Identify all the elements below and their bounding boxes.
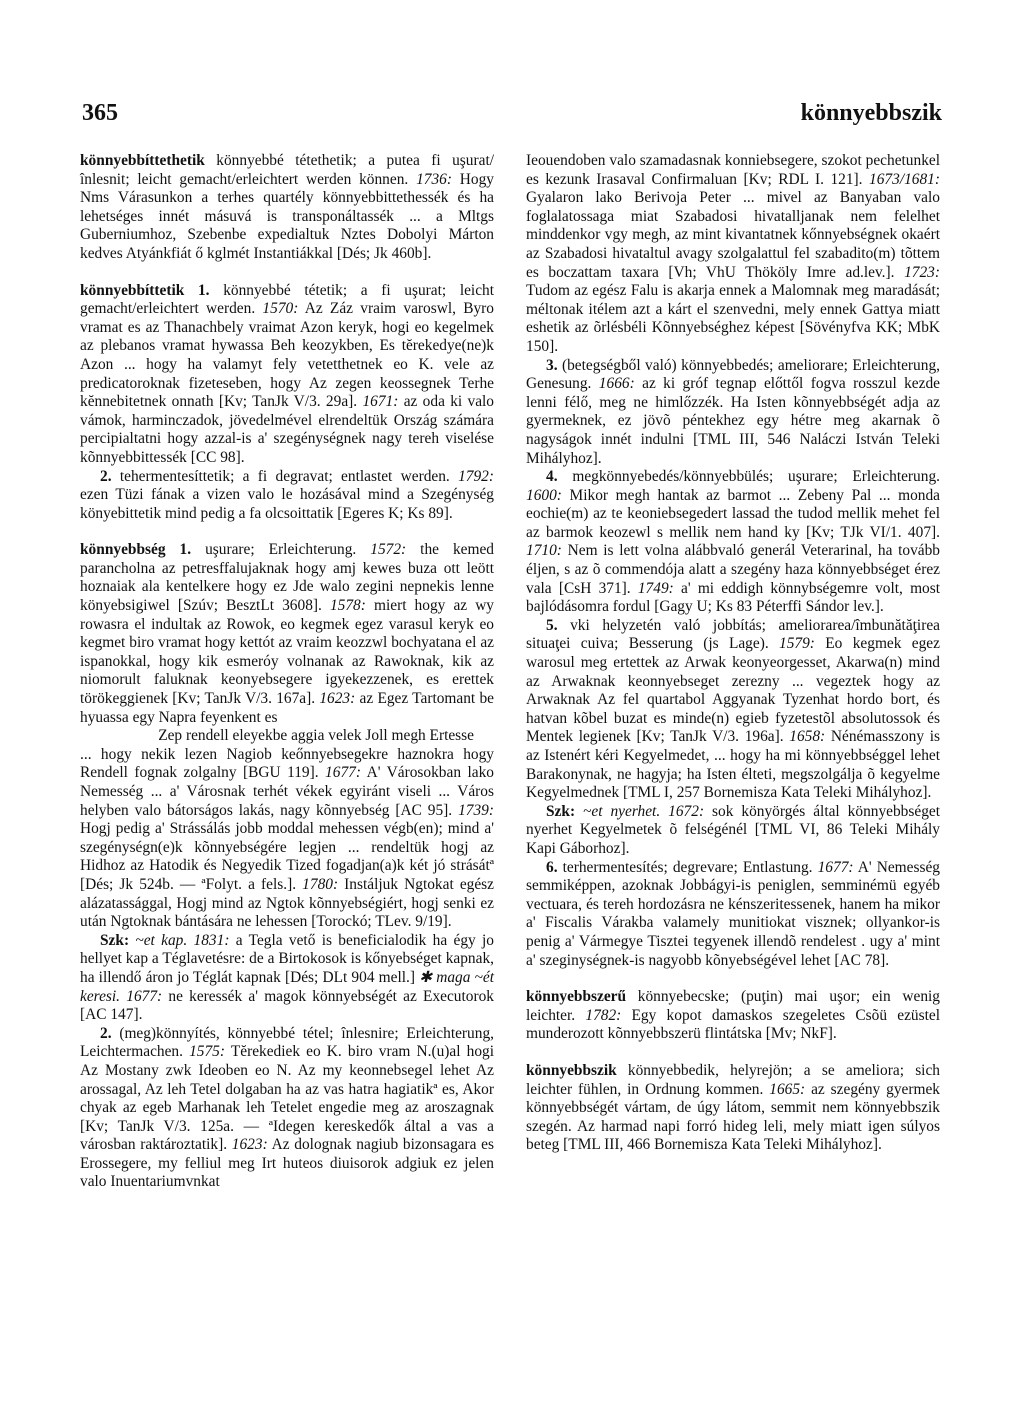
citation-text: sok könyörgés által könnyebbséget nyerhet Kegyelmetek õ felségénél [TML VI, 86 Teleki Mihály Kapi Gáborhoz]. (526, 802, 940, 857)
headword: könnyebbség (80, 541, 166, 559)
citation-text: a' mi eddigh könnybségemre volt, most bajlódásomra fordul [Gagy U; Ks 83 Péterffi Sándor lev.]. (526, 579, 941, 616)
sense-6 (526, 859, 940, 971)
star-phrase: ✱ maga ~ét keresi. (80, 968, 494, 1005)
sense-2 (80, 1025, 494, 1192)
sense-gloss: könnyebecske; (puţin) mai uşor; ein wenig leichter. (526, 988, 940, 1024)
citation-text: Nénémasszony is az Istenért kéri Kegyelmedet, ... hogy ha mi könnyebbséggel lehet Barakonynak, ne hagyja; ha Isten élteti, megszolgálja õ kegyelme Kegyelmednek [TML I, 257 Bornemisza Kata Teleki Mihályhoz]. (526, 728, 940, 802)
sense-gloss: (meg)könnyítés, könnyebbé tétel; înlesnire; Erleichterung, Leichtermachen. (80, 1024, 494, 1061)
citation-year: 1677: (325, 764, 361, 782)
citation-year: 1665: (769, 1080, 806, 1098)
sense-gloss: könnyebbé tétethetik; a putea fi uşurat/înlesnit; leicht gemacht/erleichtert werden können. (80, 152, 494, 188)
citation-text: Hogj pedig a' Strássálás jobb moddal mehessen végb(en); mind a' szegénységn(e)k kõnnyebségére legjen ... rendeltük hogj az Hidhoz az Hatodik és Negyedik Tized fogadjan(a)k két jó strásátª [Dés; Jk 524b. — ªFolyt. a fels.]. (80, 820, 494, 893)
szk-label: Szk: (100, 931, 130, 949)
citation-text: Ieouendoben valo szamadasnak konniebsegere, szokot pechetunkel es kezunk Irasaval Confirmaluan [Kv; RDL I. 121]. (526, 152, 940, 188)
citation-year: 1600: (526, 486, 562, 504)
sense-gloss: megkönnyebedés/könnyebbülés; uşurare; Erleichterung. (557, 468, 940, 486)
entry-konnyebbittetik (80, 282, 494, 468)
citation-text: az ki gróf tegnap előttől fogva rosszul kezde lenni félő, meg ne himlőzzék. Ha Isten kõnnyebbségét adja az gyermeknek, ez jövõ péntekhez egy hétre meg akarnak õ nagyságok innét indulni [TML III, 546 Naláczi István Teleki Mihályhoz]. (526, 375, 940, 467)
citation-year: 1710: (526, 542, 562, 560)
sense-gloss: uşurare; Erleichterung. (191, 541, 371, 559)
citation-year: 1579: (779, 635, 815, 653)
sense-gloss: terhermentesítés; degrevare; Entlastung. (557, 858, 818, 876)
headword: könnyebbíttetik (80, 281, 185, 299)
entry-continuation (80, 746, 494, 932)
left-column (80, 152, 494, 1192)
citation-text: a Tegla vető is beneficialodik ha égy jo hellyet kap a Téglavetésre: de a Birtokosok is kőnyebséget kapnak, ha illendő áron jo Téglát kapnak [Dés; DLt 904 mell.] (80, 931, 494, 986)
citation-text: Az dolognak nagiub bizonsagara es Erossegere, my felliul meg Irt huteos diuisorok adgiuk ez jelen valo Inuentariumvnkat (80, 1136, 494, 1191)
citation-text: Nem is lett volna alábbvaló generál Veterarinal, ha tovább éljen, s az õ commendója alatt a szegény haza könnyebbséget érez vala [CsH 371]. (526, 542, 940, 597)
szk-block (526, 803, 940, 859)
sense-2 (80, 468, 494, 524)
citation-text: ... hogy nekik lezen Nagiob keőnnyebsegekre haznokra hogy Rendell fognak zolgalny [BGU 119]. (80, 745, 494, 782)
citation-text: Tĕrekediek eo K. biro vram N.(u)al hogi Az Mostany zwk Ideoben eo N. Az my keonnebsegel lehet Az arossagal, Az leh Tetel dolgaban ha az vas hatra hagiatikª es, Akor chyak az egeb Marhanak leh Tetelet engedie meg az aroszagnak [Kv; TanJk V/3. 125a. — ªIdegen kereskedők által a vas a városban raktároztatik]. (80, 1043, 494, 1154)
szk-block (80, 932, 494, 1025)
szk-label: Szk: (546, 802, 576, 820)
citation-text: Mikor megh hantak az barmot ... Zebeny Pal ... monda eochie(m) az te keoniebsegedert lassad the tudod mellik mehet fel az barmok keozewl s mellik nem hand ky [Kv; TJk VI/1. 407]. (526, 486, 940, 541)
szk-phrase: ~et nyerhet. (575, 802, 661, 820)
sense-number: 6. (546, 858, 558, 876)
sense-number: 1. (184, 281, 210, 299)
citation-year: 1572: (370, 541, 407, 559)
sense-number: 2. (100, 1024, 112, 1042)
citation-year: 1658: (789, 728, 826, 746)
citation-year: 1749: (637, 579, 674, 597)
citation-text: Egy kopot damaskos szegeletes Csõü ezüstel munderozott kõnnyebbszerü flintátska [Mv; NkF]. (526, 1006, 940, 1043)
citation-text: miert hogy az wy rowasra el indultak az Rowok, eo kegmek egez varasul keryk eo kegmet biro vramat hogy kettót az vraim keozzwl bochyatana el az ispanokkal, hogy kik esmeróy volnanak az Rawoknak, kik az niomorult faluknak keonyebsegere igyekezzenek, es erettek törökeggienek [Kv; TanJk V/3. 167a]. (80, 597, 495, 708)
citation-text: az szegény gyermek könnyebbségét vártam, de úgy látom, semmit nem könnyebbszik szegén. Az harmad napi forró hideg leli, mely miatt igen súlyos beteg [TML III, 466 Bornemisza Kata Teleki Mihályhoz]. (526, 1080, 940, 1154)
sense-number: 4. (546, 468, 558, 486)
verse-line: Zep rendell eleyekbe aggia velek Joll megh Ertesse (158, 727, 474, 745)
sense-number: 5. (546, 616, 558, 634)
sense-gloss: tehermentesíttetik; a fi degravat; entlastet werden. (111, 467, 459, 485)
citation-text: Eo kegmek egez warosul meg ertettek az Arwak keonyeorgesset, Akarwa(n) mind az Arwaknak keonnyebseget zerezny ... vegeztek hogy az Arwaknak Az fel quartabol Aggyanak Tyzenhat hordo bort, és hatvan kõbel buzat es minde(n) egieb fyzetestõl absolutossok és Mentek legienek [Kv; TanJk V/3. 196a]. (526, 635, 940, 746)
citation-year: 1677: (817, 858, 854, 876)
sense-number: 1. (165, 541, 192, 559)
sense-number: 2. (100, 467, 112, 485)
citation-year: 1623: (231, 1136, 268, 1154)
citation-year: 1780: (302, 875, 339, 893)
sense-4 (526, 468, 940, 617)
citation-text: Instáljuk Ngtokat egész alázatassággal, Hogj mind az Ngtok kõnnyebségiért, hogj senki ez után Ngtoknak bántására ne lehessen [Torockó; TLev. 9/19]. (80, 875, 494, 931)
citation-text: ezen Tüzi fának a vizen valo le hozásával mind a Szegénység könyebittetik mind pedig a fa olcsoittatik [Egeres K; Ks 89]. (80, 486, 494, 522)
headword: könnyebbszerű (526, 988, 627, 1006)
citation-year: 1736: (416, 170, 452, 188)
sense-number: 3. (546, 356, 558, 374)
headword: könnyebbíttethetik (80, 152, 205, 169)
citation-year: 1782: (585, 1006, 622, 1024)
citation-year: 1673/1681: (869, 170, 940, 188)
entry-konnyebbszeru (526, 988, 940, 1044)
entry-konnyebbszik (526, 1062, 940, 1155)
sense-gloss: (betegségből való) könnyebbedés; ameliorare; Erleichterung, Genesung. (526, 356, 940, 393)
citation-year: 1575: (189, 1043, 226, 1061)
entry-continuation (526, 152, 940, 357)
citation-year: 1623: (319, 690, 356, 708)
page-header (82, 100, 942, 134)
sense-gloss: vki helyzetén való jobbítás; ameliorarea/îmbunătăţirea situaţei cuiva; Besserung (js Lage). (526, 616, 940, 653)
citation-text: Gyalaron lako Berivoja Peter ... mivel az Banyaban valo foglalatossaga miat Szabadosi hivatalljanak nem felelhet minddenkor vgy megh, az mint kivantatnek kőnnyebségnek okaért az Szabadosi hivataltul avagy szolgalattul fel szabadito(m) tõttem es boczattam taxara [Vh; VhU Thököly Imre ad.lev.]. (526, 189, 940, 281)
entry-konnyebbittethetik (80, 152, 494, 264)
citation-year: 1677: (120, 987, 163, 1005)
entry-konnyebbseg (80, 541, 494, 727)
citation-text: Hogy Nms Várasunkon a terhes quartély könnyebbittethessék és ha lehetséges innét másuvá is transponáltassék ... a Mltgs Guberniumhoz, Szebenbe expedialtuk Nztes Dobolyi Márton kedves Atyánkfiát ő kglmét Instantiákkal [Dés; Jk 460b]. (80, 170, 494, 262)
citation-text: az Egez Tartomant be hyuassa egy Napra feyenkent es (80, 690, 494, 726)
citation-year: 1792: (458, 467, 494, 485)
page-number: 365 (82, 100, 118, 126)
right-column (526, 152, 940, 1155)
citation-text: A' Városokban lako Nemesség ... a' Városnak terhét vékek egyiránt viseli ... Város helyben valo bátorságos lakás, nagy kõnnyebség [AC 95]. (80, 764, 494, 819)
citation-year: 1831: (187, 931, 230, 949)
citation-text: ne keressék a' magok könnyebségét az Executorok [AC 147]. (80, 987, 494, 1024)
headword: könnyebbszik (526, 1061, 617, 1079)
sense-5 (526, 617, 940, 803)
sense-3 (526, 357, 940, 469)
running-head: könnyebbszik (800, 100, 942, 126)
szk-phrase: ~et kap. (129, 931, 188, 949)
citation-text: the kemed parancholna az petresffalujaknak hogy amj kewes buza ott leött hoznaiak ala kentelkere hogy ez Jde walo zegini nepnekis lenne könyebsigiwel [Szúv; BesztLt 3608]. (80, 541, 495, 615)
citation-text: A' Nemesség semmiképpen, azoknak Jobbágyi-is peniglen, semminémü egyéb vectuara, és tereh hordozásra ne kénszeritessenek, hanem ha mikor a' Fiscalis Várakba valamely munitiokat visznek; ollyankor-is penig a' Vármegye Tisztei tegyenek illendõ rendelest . ugy a' mint a' szeginységnek-is nagyobb kõnyebségével lehet [AC 78]. (526, 858, 940, 969)
citation-year: 1739: (458, 801, 494, 819)
citation-year: 1570: (262, 300, 299, 318)
citation-year: 1671: (362, 393, 399, 411)
citation-year: 1666: (598, 375, 635, 393)
sense-gloss: könnyebbedik, helyrejön; a se ameliora; sich leichter fühlen, in Ordnung kommen. (526, 1061, 940, 1098)
citation-year: 1672: (660, 802, 705, 820)
sense-gloss: könnyebbé tétetik; a fi uşurat; leicht gemacht/erleichtert werden. (80, 281, 495, 318)
citation-year: 1723: (904, 263, 940, 281)
citation-text: Tudom az egész Falu is akarja ennek a Malomnak meg maradását; méltonak itélem azt a kárt el szenvedni, mely ennek Gattya miatt eshetik az õrlésbéli Kõnnyebséghez képest [Sövényfva KK; MbK 150]. (526, 282, 940, 355)
citation-text: az oda ki valo vámok, harminczadok, jövedelmével elrendeltük Ország számára percipialtatni hogy azzal-is a' szegénységnek nagy tereh viselése kõnnyebbittessék [CC 98]. (80, 393, 494, 466)
citation-year: 1578: (329, 597, 366, 615)
citation-text: Az Záz vraim varoswl, Byro vramat es az Thanachbely vraimat Azon keryk, hogi eo kegelmek az plebanos vramat hywassa Beh keozykben, Es tĕrekedye(ne)k Azon ... hogy ha valamyt fely vetetthetnek eo K. vele az predicatoroknak fizeteseben, hogy Az zegen keossegnek Terhe kĕnnebitetnek onnath [Kv; TanJk V/3. 29a]. (80, 300, 494, 411)
